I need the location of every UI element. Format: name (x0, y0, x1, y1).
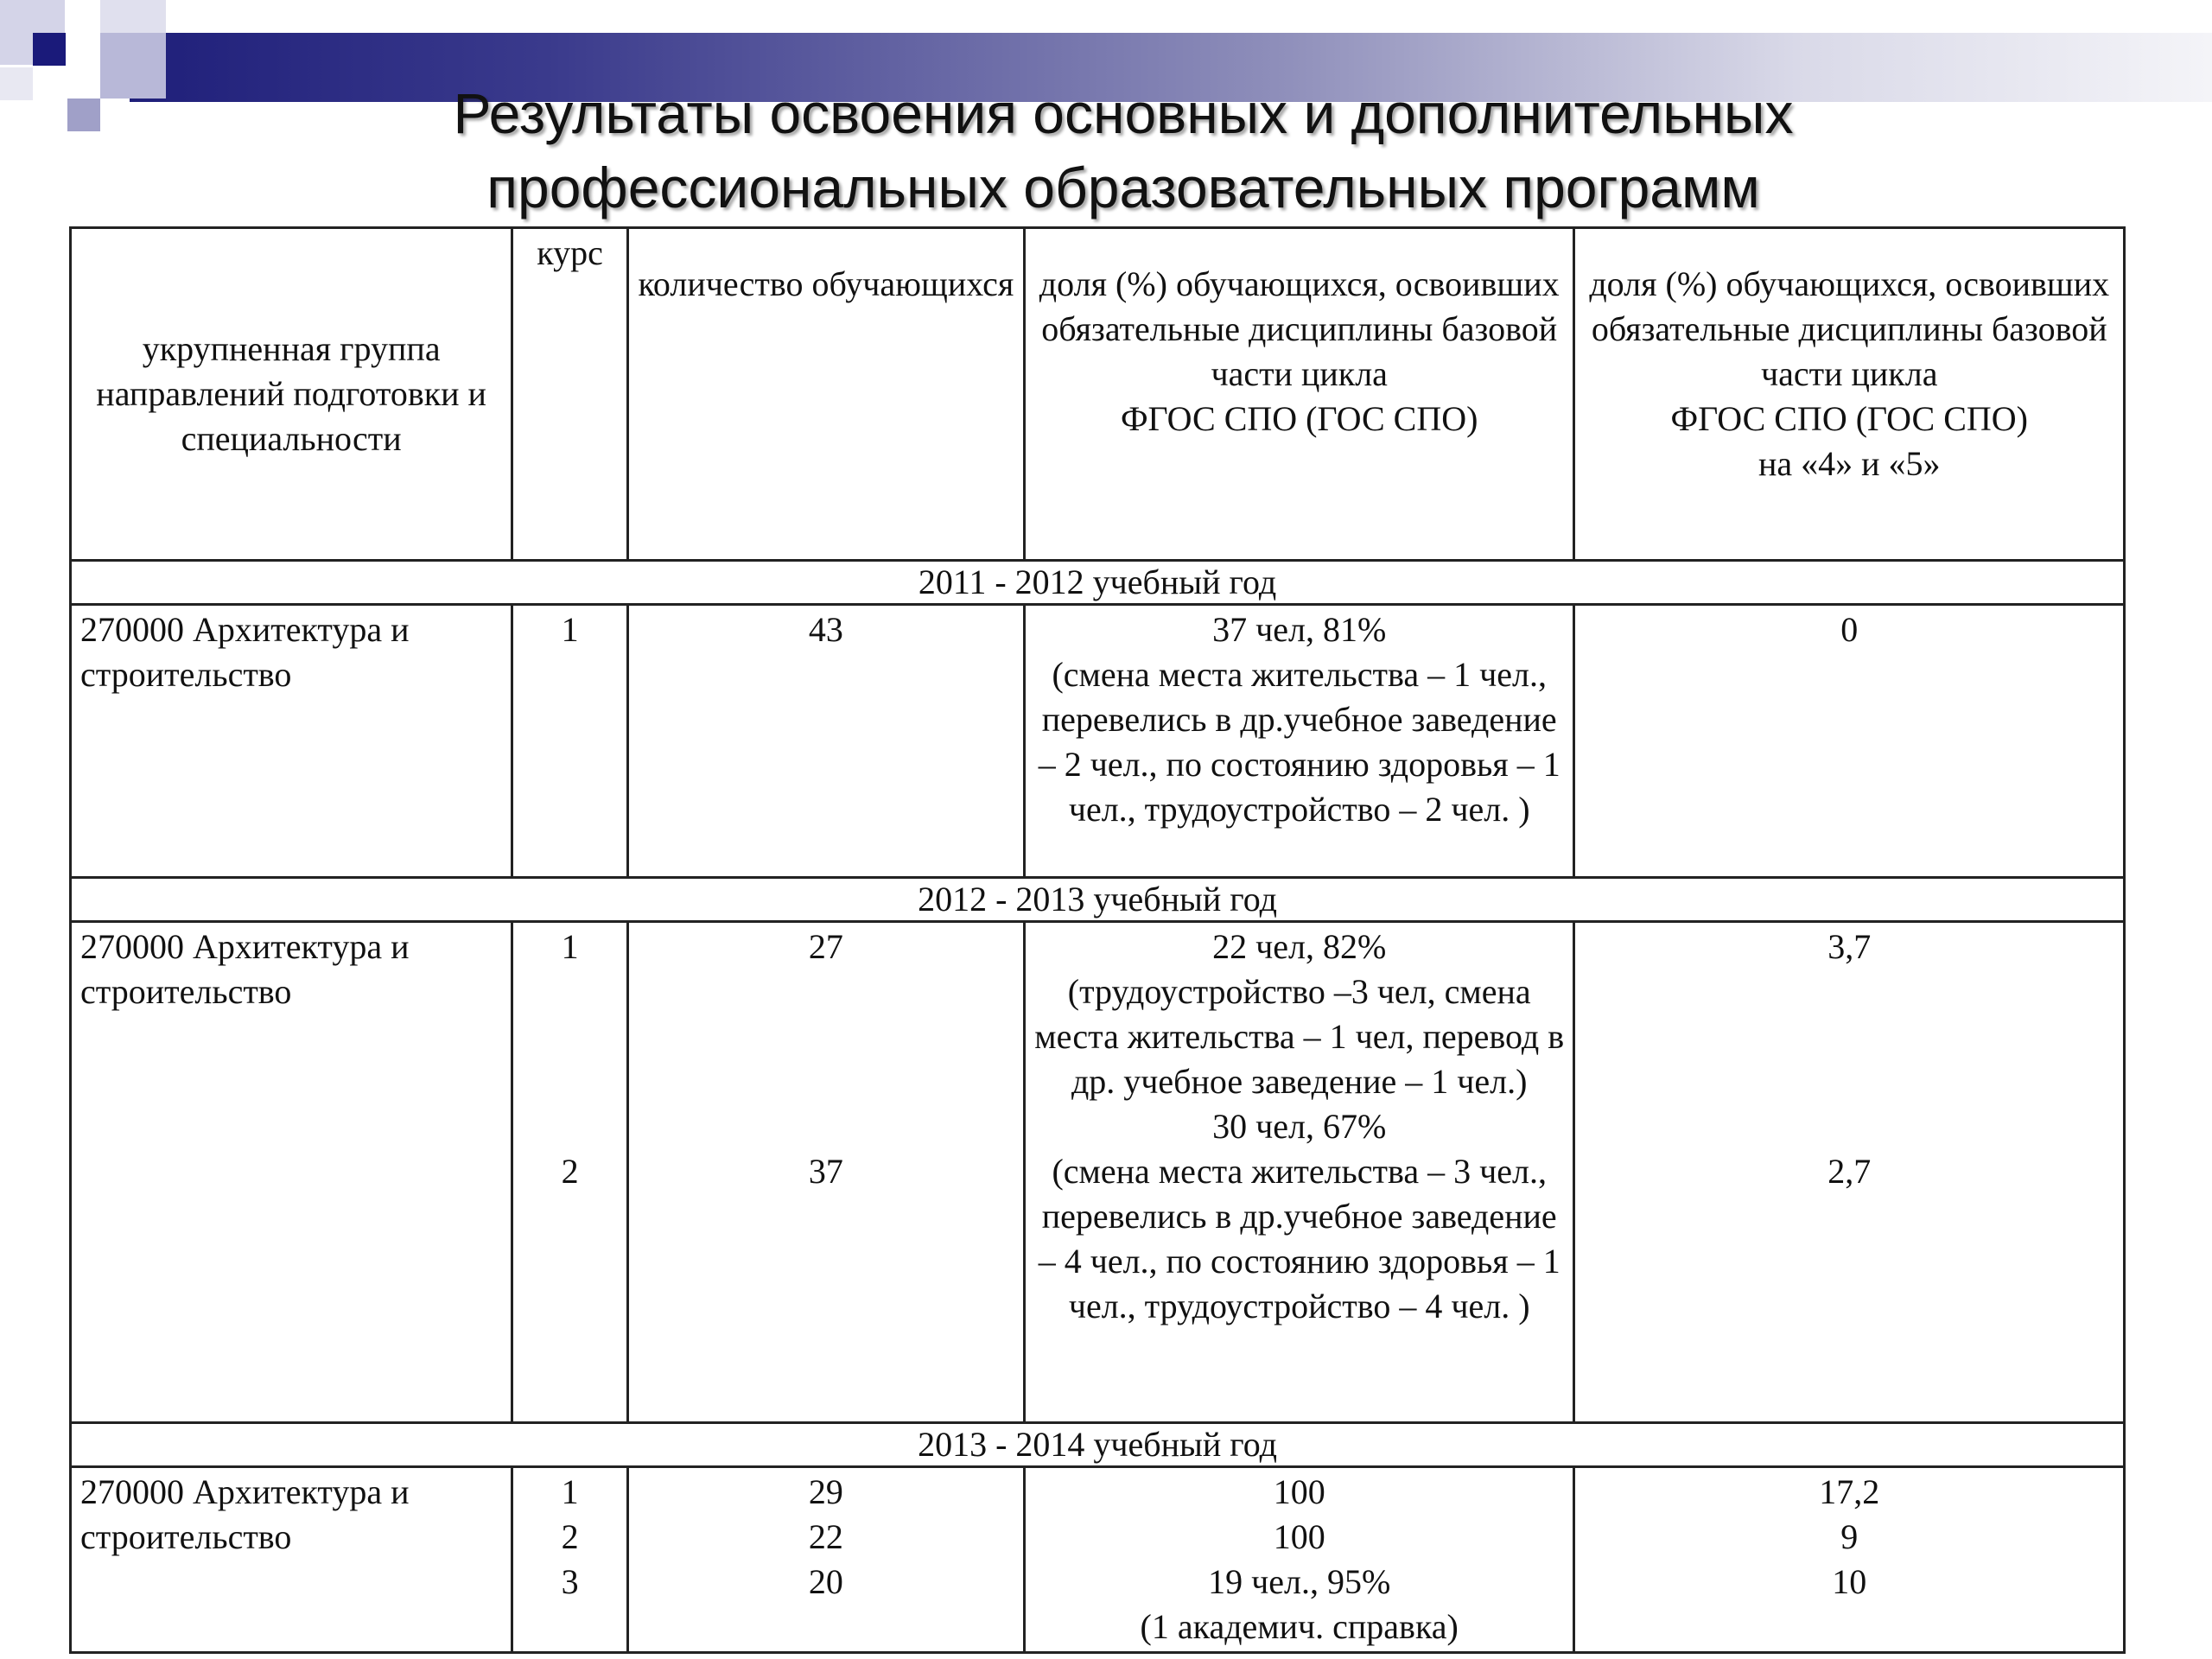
share-cell (1024, 605, 1574, 878)
decor-square (100, 0, 166, 33)
results-table (69, 226, 2126, 1654)
year-label: 2012 - 2013 учебный год (71, 878, 2125, 922)
course-value: 1 (561, 927, 579, 966)
table-row (71, 922, 2125, 1423)
course-cell (512, 922, 628, 1423)
count-value: 29 (808, 1472, 843, 1511)
group-cell: 270000 Архитектура и строительство (71, 1467, 512, 1653)
group-cell: 270000 Архитектура и строительство (71, 922, 512, 1423)
course-value: 2 (561, 1152, 579, 1191)
decor-square (0, 67, 33, 100)
decor-square (67, 99, 100, 131)
count-cell (627, 922, 1024, 1423)
share-note: (трудоустройство –3 чел, смена места жительства – 1 чел, перевод в др. учебное заведение – 1 чел.) (1034, 972, 1565, 1101)
course-value: 2 (561, 1517, 579, 1556)
share-45-cell: 0 (1574, 605, 2125, 878)
course-value: 3 (561, 1562, 579, 1601)
header-course: курс (512, 228, 628, 561)
decor-square (33, 33, 66, 66)
table-header-row (71, 228, 2125, 561)
share-value: 100 (1273, 1517, 1325, 1556)
header-group: укрупненная группа направлений подготовки и специальности (71, 228, 512, 561)
share-45-value: 2,7 (1827, 1152, 1872, 1191)
share-note: (смена места жительства – 3 чел., перевелись в др.учебное заведение – 4 чел., по состоянию здоровья – 1 чел., трудоустройство – 4 чел. ) (1038, 1152, 1560, 1325)
count-cell (627, 1467, 1024, 1653)
share-value: 37 чел, 81% (1212, 610, 1387, 649)
year-row (71, 1423, 2125, 1467)
count-value: 20 (808, 1562, 843, 1601)
slide-title (173, 76, 2074, 225)
year-row (71, 561, 2125, 605)
share-45-value: 10 (1832, 1562, 1867, 1601)
header-count: количество обучающихся (627, 228, 1024, 561)
year-label: 2011 - 2012 учебный год (71, 561, 2125, 605)
share-cell (1024, 922, 1574, 1423)
share-value: 19 чел., 95% (1208, 1562, 1391, 1601)
year-label: 2013 - 2014 учебный год (71, 1423, 2125, 1467)
share-value: 30 чел, 67% (1212, 1107, 1387, 1146)
share-cell (1024, 1467, 1574, 1653)
share-45-value: 3,7 (1827, 927, 1872, 966)
count-value: 22 (808, 1517, 843, 1556)
course-cell (512, 1467, 628, 1653)
share-45-cell (1574, 1467, 2125, 1653)
slide-title-line-1: Результаты освоения основных и дополнительных (453, 81, 1794, 145)
decor-square (100, 33, 166, 99)
course-cell: 1 (512, 605, 628, 878)
share-45-value: 17,2 (1819, 1472, 1880, 1511)
share-note: (1 академич. справка) (1140, 1607, 1459, 1646)
count-value: 37 (808, 1152, 843, 1191)
table-row (71, 605, 2125, 878)
header-share-mastered-45: доля (%) обучающихся, освоивших обязательные дисциплины базовой части цикла ФГОС СПО (ГОС СПО) на «4» и «5» (1574, 228, 2125, 561)
share-45-cell (1574, 922, 2125, 1423)
share-value: 100 (1273, 1472, 1325, 1511)
share-value: 22 чел, 82% (1212, 927, 1387, 966)
header-share-mastered: доля (%) обучающихся, освоивших обязательные дисциплины базовой части цикла ФГОС СПО (ГОС СПО) (1024, 228, 1574, 561)
count-value: 27 (808, 927, 843, 966)
slide-title-line-2: профессиональных образовательных программ (486, 156, 1760, 219)
course-value: 1 (561, 1472, 579, 1511)
count-cell: 43 (627, 605, 1024, 878)
year-row (71, 878, 2125, 922)
table-row (71, 1467, 2125, 1653)
share-45-value: 9 (1840, 1517, 1859, 1556)
group-cell: 270000 Архитектура и строительство (71, 605, 512, 878)
share-note: (смена места жительства – 1 чел., перевелись в др.учебное заведение – 2 чел., по состоянию здоровья – 1 чел., трудоустройство – 2 чел. ) (1038, 655, 1560, 829)
